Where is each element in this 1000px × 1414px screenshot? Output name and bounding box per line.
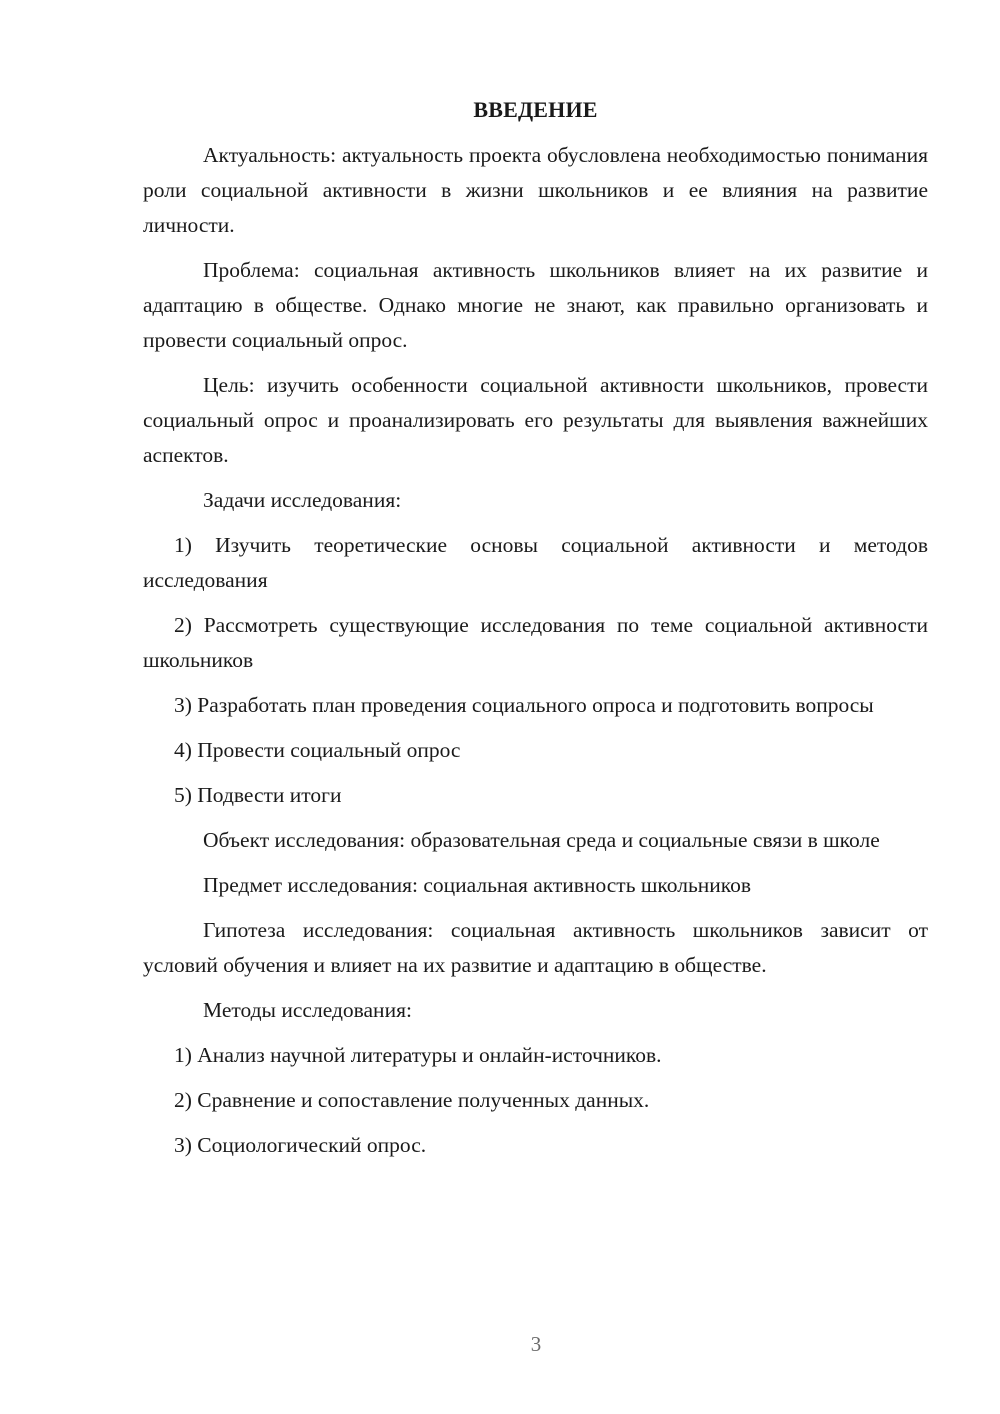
object-paragraph: Объект исследования: образовательная среда и социальные связи в школе [203,828,880,852]
method-item: 3) Социологический опрос. [174,1133,427,1157]
method-item: 1) Анализ научной литературы и онлайн-источников. [174,1043,662,1067]
method-item: 2) Сравнение и сопоставление полученных данных. [174,1088,650,1112]
goal-paragraph: Цель: изучить особенности социальной активности школьников, провести социальный опрос и проанализировать его результаты для выявления важнейших аспектов. [143,373,928,467]
task-item: 1) Изучить теоретические основы социальной активности и методов исследования [143,533,928,592]
methods-title: Методы исследования: [203,998,412,1022]
document-page [143,94,928,1173]
problem-paragraph: Проблема: социальная активность школьников влияет на их развитие и адаптацию в обществе. Однако многие не знают, как правильно организовать и провести социальный опрос. [143,258,928,352]
tasks-title: Задачи исследования: [203,488,402,512]
subject-paragraph: Предмет исследования: социальная активность школьников [203,873,752,897]
task-item: 2) Рассмотреть существующие исследования по теме социальной активности школьников [143,613,928,672]
section-heading: ВВЕДЕНИЕ [473,97,598,122]
task-item: 4) Провести социальный опрос [174,738,461,762]
task-item: 5) Подвести итоги [174,783,342,807]
page-number: 3 [530,1332,542,1356]
hypothesis-paragraph: Гипотеза исследования: социальная активность школьников зависит от условий обучения и влияет на их развитие и адаптацию в обществе. [143,918,928,977]
task-item: 3) Разработать план проведения социального опроса и подготовить вопросы [174,693,874,717]
relevance-paragraph: Актуальность: актуальность проекта обусловлена необходимостью понимания роли социальной активности в жизни школьников и ее влияния на развитие личности. [143,143,928,237]
